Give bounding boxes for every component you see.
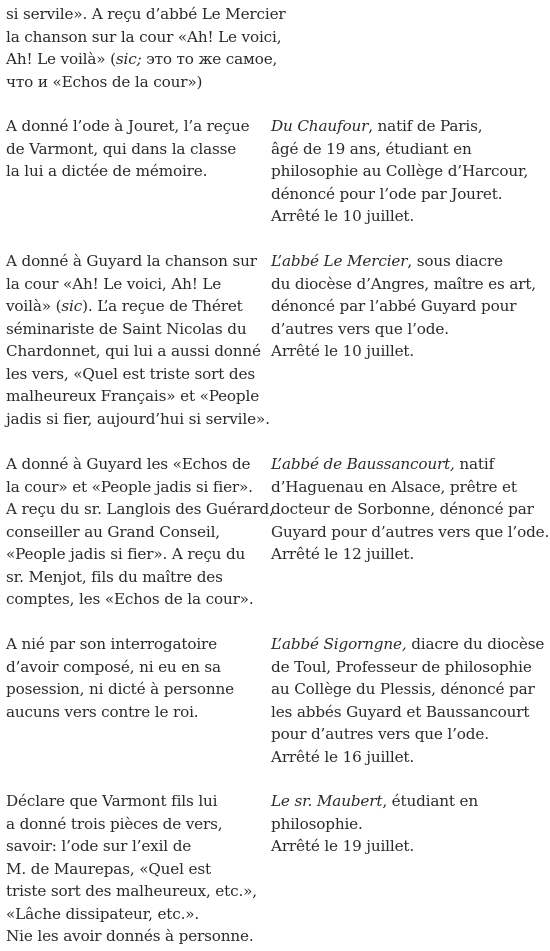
- text-segment: du diocèse d’Angres, maître es art,: [271, 274, 536, 293]
- row-3-right-entry: [271, 453, 550, 566]
- text-segment: A donné à Guyard la chanson sur: [6, 252, 257, 270]
- text-segment: âgé de 19 ans, étudiant en: [271, 139, 472, 158]
- text-line: [6, 453, 268, 476]
- text-line: [271, 183, 547, 206]
- text-line: [6, 3, 286, 26]
- text-line: [6, 476, 268, 499]
- text-segment: это то же самое,: [141, 50, 278, 68]
- text-segment: L’abbé Le Mercier: [271, 252, 408, 270]
- text-line: [6, 340, 268, 363]
- text-line: [6, 880, 268, 903]
- text-segment: Arrêté le 16 juillet.: [271, 747, 415, 766]
- text-line: [6, 26, 282, 49]
- text-line: [271, 250, 547, 273]
- text-segment: au Collège du Plessis, dénoncé par: [271, 680, 535, 698]
- text-segment: Arrêté le 19 juillet.: [271, 837, 415, 855]
- text-segment: la chanson sur la cour «Ah! Le voici,: [6, 27, 282, 46]
- text-segment: Guyard pour d’autres vers que l’ode.: [271, 522, 550, 541]
- text-line: [6, 566, 268, 589]
- text-line: [271, 340, 547, 363]
- text-segment: conseiller au Grand Conseil,: [6, 522, 220, 541]
- row-1-right-entry: [271, 115, 547, 228]
- text-line: [6, 273, 268, 296]
- text-line: [6, 318, 268, 341]
- row-4-right-entry: [271, 633, 547, 768]
- text-segment: L’abbé de Baussancourt,: [271, 455, 455, 473]
- text-line: [6, 633, 268, 656]
- text-segment: philosophie.: [271, 814, 363, 833]
- row-2-left-text: [6, 250, 268, 430]
- text-line: [6, 48, 278, 71]
- text-segment: dénoncé par l’abbé Guyard pour: [271, 297, 517, 315]
- text-line: [6, 903, 268, 926]
- text-segment: philosophie au Collège d’Harcour,: [271, 162, 529, 180]
- text-line: [271, 138, 547, 161]
- text-line: [271, 656, 547, 679]
- text-segment: Arrêté le 10 juillet.: [271, 342, 415, 360]
- text-segment: les vers, «Quel est triste sort des: [6, 364, 255, 383]
- text-line: [271, 835, 547, 858]
- text-line: [271, 701, 547, 724]
- row-4-left-text: [6, 633, 268, 723]
- text-line: [6, 385, 268, 408]
- row-5-right-entry: [271, 790, 547, 858]
- text-segment: comptes, les «Echos de la cour».: [6, 590, 254, 608]
- text-line: [271, 678, 547, 701]
- text-segment: triste sort des malheureux, etc.»,: [6, 882, 257, 900]
- text-line: [271, 453, 547, 476]
- text-line: [6, 521, 268, 544]
- text-segment: d’autres vers que l’ode.: [271, 319, 449, 338]
- text-segment: «People jadis si fier». A reçu du: [6, 545, 246, 563]
- text-line: [6, 115, 268, 138]
- text-segment: A donné à Guyard les «Echos de: [6, 455, 251, 473]
- text-line: [6, 543, 268, 566]
- text-segment: malheureux Français» et «People: [6, 387, 260, 405]
- text-segment: la lui a dictée de mémoire.: [6, 162, 208, 180]
- text-segment: docteur de Sorbonne, dénoncé par: [271, 500, 534, 518]
- text-segment: d’Haguenau en Alsace, prêtre et: [271, 477, 517, 496]
- text-segment: A reçu du sr. Langlois des Guérard,: [6, 500, 274, 518]
- row-0-left-text: [6, 3, 286, 93]
- row-3-left-text: [6, 453, 274, 611]
- text-segment: Le sr. Maubert: [271, 792, 383, 810]
- text-line: [271, 205, 547, 228]
- text-line: [271, 521, 550, 544]
- text-segment: Nie les avoir donnés à personne.: [6, 927, 254, 945]
- text-line: [6, 701, 268, 724]
- text-segment: la cour» et «People jadis si fier».: [6, 477, 253, 496]
- text-line: [6, 138, 268, 161]
- text-line: [271, 633, 547, 656]
- text-segment: a donné trois pièces de vers,: [6, 814, 223, 833]
- text-segment: A donné l’ode à Jouret, l’a reçue: [6, 117, 250, 135]
- text-segment: , étudiant en: [382, 792, 479, 810]
- text-line: [271, 160, 547, 183]
- text-line: [271, 790, 547, 813]
- text-segment: Arrêté le 12 juillet.: [271, 545, 415, 563]
- text-segment: , natif de Paris,: [368, 117, 483, 135]
- text-line: [6, 678, 268, 701]
- text-line: [271, 295, 547, 318]
- text-segment: , sous diacre: [407, 252, 503, 270]
- text-segment: jadis si fier, aujourd’hui si servile».: [6, 409, 270, 428]
- text-segment: savoir: l’ode sur l’exil de: [6, 837, 192, 855]
- text-line: [6, 925, 268, 948]
- text-segment: M. de Maurepas, «Quel est: [6, 859, 211, 878]
- text-line: [6, 858, 268, 881]
- text-segment: natif: [454, 455, 495, 473]
- text-segment: что и «Echos de la cour»): [6, 72, 203, 91]
- text-segment: pour d’autres vers que l’ode.: [271, 725, 489, 743]
- text-segment: si servile». A reçu d’abbé Le Mercier: [6, 5, 286, 23]
- text-line: [271, 476, 547, 499]
- row-2-right-entry: [271, 250, 547, 363]
- text-segment: voilà» (: [6, 297, 62, 315]
- text-line: [271, 273, 547, 296]
- text-segment: sic: [61, 297, 83, 315]
- text-segment: sic;: [115, 50, 142, 68]
- text-line: [6, 835, 268, 858]
- text-segment: ). L’a reçue de Théret: [82, 297, 243, 315]
- text-line: [6, 408, 268, 431]
- text-line: [271, 723, 547, 746]
- text-segment: Arrêté le 10 juillet.: [271, 207, 415, 225]
- text-line: [6, 790, 268, 813]
- text-segment: séminariste de Saint Nicolas du: [6, 319, 247, 338]
- text-segment: Déclare que Varmont fils lui: [6, 792, 218, 810]
- text-line: [6, 71, 268, 94]
- text-line: [6, 250, 268, 273]
- text-segment: «Lâche dissipateur, etc.».: [6, 904, 200, 923]
- text-segment: L’abbé Sigorngne,: [271, 635, 407, 653]
- text-segment: sr. Menjot, fils du maître des: [6, 567, 223, 586]
- text-segment: de Varmont, qui dans la classe: [6, 139, 237, 158]
- text-line: [271, 746, 547, 769]
- text-segment: diacre du diocèse: [406, 635, 545, 653]
- text-segment: la cour «Ah! Le voici, Ah! Le: [6, 274, 222, 293]
- text-line: [6, 498, 274, 521]
- text-segment: Chardonnet, qui lui a aussi donné: [6, 342, 261, 360]
- text-line: [6, 363, 268, 386]
- text-line: [6, 160, 268, 183]
- row-5-left-text: [6, 790, 268, 948]
- text-line: [6, 295, 268, 318]
- text-segment: Ah! Le voilà» (: [6, 50, 116, 68]
- text-line: [6, 588, 268, 611]
- text-segment: de Toul, Professeur de philosophie: [271, 657, 532, 676]
- text-segment: aucuns vers contre le roi.: [6, 702, 199, 721]
- text-line: [271, 115, 547, 138]
- text-segment: les abbés Guyard et Baussancourt: [271, 702, 530, 721]
- text-line: [6, 656, 268, 679]
- text-line: [6, 813, 268, 836]
- text-segment: dénoncé pour l’ode par Jouret.: [271, 184, 503, 203]
- text-line: [271, 498, 547, 521]
- text-segment: d’avoir composé, ni eu en sa: [6, 657, 221, 676]
- row-1-left-text: [6, 115, 268, 183]
- text-segment: Du Chaufour: [271, 117, 369, 135]
- text-line: [271, 318, 547, 341]
- text-line: [271, 543, 547, 566]
- text-line: [271, 813, 547, 836]
- text-segment: posession, ni dicté à personne: [6, 680, 234, 698]
- text-segment: A nié par son interrogatoire: [6, 635, 217, 653]
